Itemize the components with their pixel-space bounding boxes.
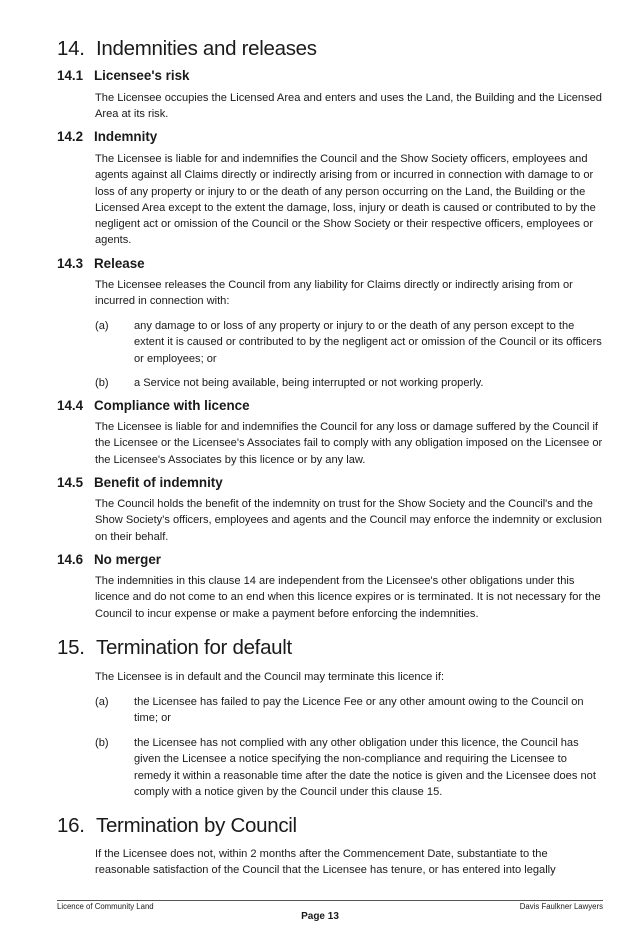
section-number: 16. [57, 814, 85, 837]
list-item-label: (b) [95, 377, 109, 389]
list-item-text: the Licensee has not complied with any other obligation under this licence, the Council has given the Licensee a notice specifying the non-compliance and requiring the Licensee to remedy it within a reasonable time after the date the notice is given and the Licensee does not comply with a notice given by the Council under this clause 15. [134, 737, 596, 798]
section-15-text: The Licensee is in default and the Council may terminate this licence if: [95, 671, 445, 683]
section-15-heading [57, 636, 292, 660]
subsection-14-2-heading [57, 129, 157, 144]
subsection-number: 14.3 [57, 256, 84, 271]
subsection-14-4-text: The Licensee is liable for and indemnifies the Council for any loss or damage suffered by the Council if the Licensee or the Licensee's Associates fail to comply with any obligation imposed on the Licensee or the Licensee's Associates by this licence or by any law. [95, 421, 603, 466]
subsection-14-3-text: The Licensee releases the Council from any liability for Claims directly or indirectly arising from or incurred in connection with: [95, 279, 573, 308]
section-title: Termination for default [96, 636, 292, 659]
list-item-label: (b) [95, 737, 109, 749]
subsection-number: 14.6 [57, 552, 84, 567]
section-title: Indemnities and releases [96, 37, 317, 60]
list-item-text: any damage to or loss of any property or injury to or the death of any person except to the extent it is caused or contributed to by the negligent act or omission of the Council or its officers or employees; or [134, 320, 602, 365]
subsection-number: 14.4 [57, 398, 84, 413]
page-number: Page 13 [301, 911, 339, 922]
section-number: 15. [57, 636, 85, 659]
subsection-14-5-heading [57, 475, 223, 490]
footer-divider [57, 900, 603, 901]
subsection-14-1-heading [57, 68, 190, 83]
list-item-label: (a) [95, 320, 109, 332]
subsection-number: 14.1 [57, 68, 84, 83]
subsection-14-2-text: The Licensee is liable for and indemnifies the Council and the Show Society officers, employees and agents against all Claims directly or indirectly arising from or incurred in connection with damage to or loss of any property or injury to or the death of any person occurring on the Land, the Building or the Licensed Area except to the extent the damage, loss, injury or death is caused or contributed to by the negligent act or omission of the Council or the Show Society or their respective officers, employees or agents. [95, 153, 596, 247]
subsection-title: Indemnity [94, 129, 158, 144]
subsection-14-1-text: The Licensee occupies the Licensed Area and enters and uses the Land, the Building and the Licensed Area at its risk. [95, 92, 602, 121]
footer-firm-name: Davis Faulkner Lawyers [519, 902, 603, 911]
section-14-heading [57, 37, 317, 61]
subsection-title: No merger [94, 552, 161, 567]
subsection-14-3-heading [57, 256, 145, 271]
list-item-label: (a) [95, 696, 109, 708]
section-16-text: If the Licensee does not, within 2 months after the Commencement Date, substantiate to the reasonable satisfaction of the Council that the Licensee has tenure, or has entered into legally [95, 848, 556, 877]
section-16-heading [57, 814, 297, 838]
subsection-title: Compliance with licence [94, 398, 250, 413]
section-title: Termination by Council [96, 814, 297, 837]
subsection-number: 14.2 [57, 129, 84, 144]
subsection-title: Release [94, 256, 145, 271]
section-number: 14. [57, 37, 85, 60]
list-item-text: the Licensee has failed to pay the Licence Fee or any other amount owing to the Council on time; or [134, 696, 584, 725]
subsection-14-6-text: The indemnities in this clause 14 are independent from the Licensee's other obligations under this licence and do not come to an end when this licence expires or is terminated. It is not necessary for the Council to incur expense or make a payment before enforcing the indemnities. [95, 575, 601, 620]
subsection-title: Benefit of indemnity [94, 475, 223, 490]
subsection-14-5-text: The Council holds the benefit of the indemnity on trust for the Show Society and the Council's and the Show Society's officers, employees and agents and the Council may enforce the indemnity or exclusion on their behalf. [95, 498, 602, 543]
subsection-number: 14.5 [57, 475, 84, 490]
subsection-title: Licensee's risk [94, 68, 190, 83]
subsection-14-4-heading [57, 398, 250, 413]
subsection-14-6-heading [57, 552, 161, 567]
list-item-text: a Service not being available, being interrupted or not working properly. [134, 377, 484, 389]
footer-document-title: Licence of Community Land [57, 902, 154, 911]
